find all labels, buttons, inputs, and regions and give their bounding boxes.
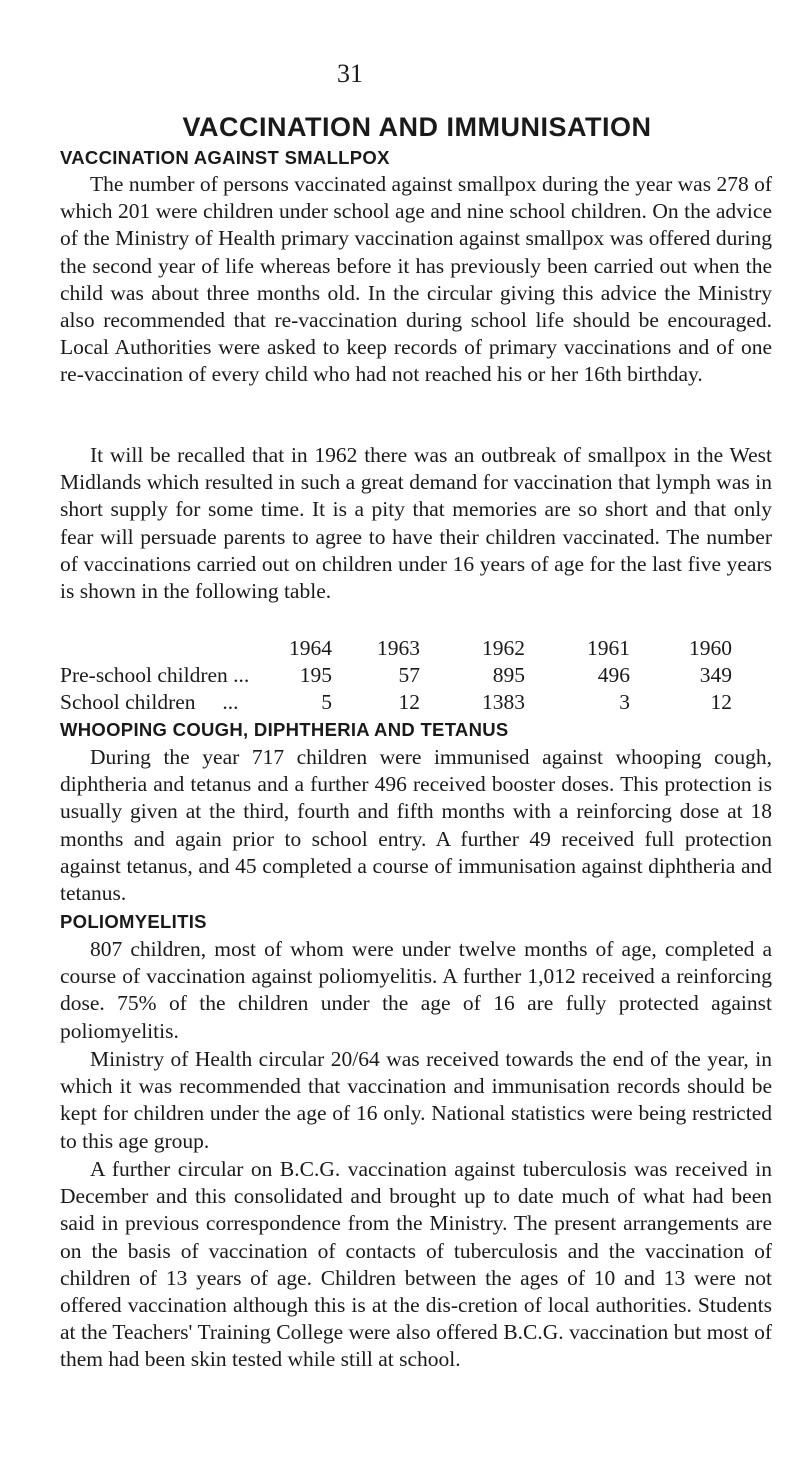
paragraph-smallpox-1: The number of persons vaccinated against smallpox during the year was 278 of which 201 were children under school age and nine school children. On the advice of the Ministry of Health primary vaccination against smallpox was offered during the second year of life whereas before it has previously been carried out when the child was about three months old. In the circular giving this advice the Ministry also recommended that re-vaccination during school life should be encouraged. Local Authorities were asked to keep records of primary vaccinations and of one re-vaccination of every child who had not reached his or her 16th birthday.: [60, 172, 772, 387]
section-heading-poliomyelitis: POLIOMYELITIS: [60, 911, 207, 932]
table-row: [60, 689, 772, 716]
table-year: 1964: [289, 636, 332, 660]
table-cell: 895: [492, 663, 525, 688]
table-cell: 1383: [482, 690, 525, 715]
table-cell: 5: [321, 690, 332, 715]
section-heading-whooping-cough: WHOOPING COUGH, DIPHTHERIA AND TETANUS: [60, 719, 509, 740]
table-cell: 57: [398, 663, 420, 688]
table-year: 1963: [377, 636, 420, 660]
table-cell: 12: [398, 690, 420, 715]
vaccination-table: [60, 635, 772, 717]
section-heading-smallpox: VACCINATION AGAINST SMALLPOX: [60, 147, 390, 168]
table-year: 1960: [689, 636, 732, 660]
table-year: 1962: [482, 636, 525, 660]
paragraph-polio-2: Ministry of Health circular 20/64 was received towards the end of the year, in which it was recommended that vaccination and immunisation records should be kept for children under the age of 16 only. National statistics were being restricted to this age group.: [60, 1047, 772, 1153]
table-cell: 496: [597, 663, 630, 688]
paragraph-polio-3: A further circular on B.C.G. vaccination against tuberculosis was received in December and this consolidated and brought up to date much of what had been said in previous correspondence from the Ministry. The present arrangements are on the basis of vaccination of contacts of tuberculosis and the vaccination of children of 13 years of age. Children between the ages of 10 and 13 were not offered vaccination although this is at the dis-cretion of local authorities. Students at the Teachers' Training College were also offered B.C.G. vaccination but most of them had been skin tested while still at school.: [60, 1157, 772, 1372]
table-header-row: [60, 635, 772, 662]
table-year: 1961: [587, 636, 630, 660]
page-title: VACCINATION AND IMMUNISATION: [182, 112, 652, 142]
table-cell: 12: [710, 690, 732, 715]
table-row: [60, 662, 772, 689]
table-cell: 349: [699, 663, 732, 688]
page-number: 31: [337, 59, 363, 88]
table-cell: 3: [619, 690, 630, 715]
table-cell: 195: [299, 663, 332, 688]
paragraph-smallpox-2: It will be recalled that in 1962 there was an outbreak of smallpox in the West Midlands which resulted in such a great demand for vaccination that lymph was in short supply for some time. It is a pity that memories are so short and that only fear will persuade parents to agree to have their children vaccinated. The number of vaccinations carried out on children under 16 years of age for the last five years is shown in the following table.: [60, 443, 772, 604]
paragraph-whooping-cough-1: During the year 717 children were immunised against whooping cough, diphtheria and tetanus and a further 496 received booster doses. This protection is usually given at the third, fourth and fifth months with a reinforcing dose at 18 months and again prior to school entry. A further 49 received full protection against tetanus, and 45 completed a course of immunisation against diphtheria and tetanus.: [60, 745, 772, 906]
table-row-label: Pre-school children ...: [60, 663, 250, 688]
table-row-label: School children ...: [60, 690, 239, 715]
paragraph-polio-1: 807 children, most of whom were under twelve months of age, completed a course of vaccination against poliomyelitis. A further 1,012 received a reinforcing dose. 75% of the children under the age of 16 are fully protected against poliomyelitis.: [60, 937, 772, 1043]
